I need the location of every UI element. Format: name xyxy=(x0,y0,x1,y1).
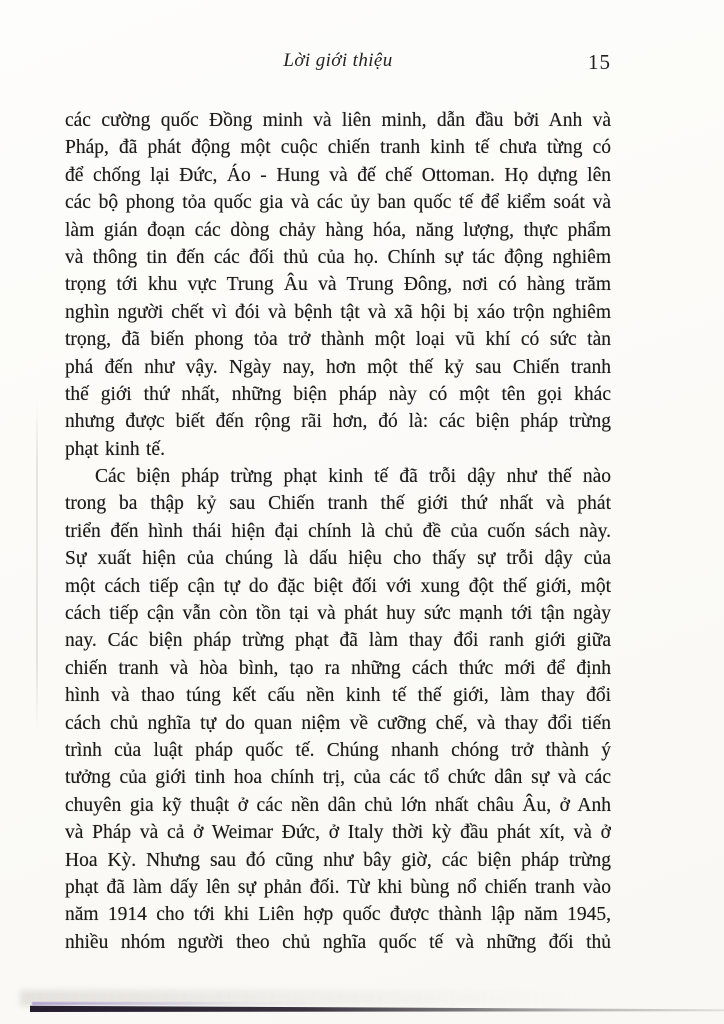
body-line: hình và thao túng kết cấu nền kinh tế thế giới, làm thay đổi xyxy=(65,685,611,707)
body-line: cách tiếp cận vẫn còn tồn tại và phát huy sức mạnh tới tận ngày xyxy=(65,603,611,625)
body-line: và Pháp và cả ở Weimar Đức, ở Italy thời kỳ đầu phát xít, và ở xyxy=(65,822,611,844)
body-line: chiến tranh và hòa bình, tạo ra những cách thức mới để định xyxy=(65,657,611,679)
body-line: nay. Các biện pháp trừng phạt đã làm thay đổi ranh giới giữa xyxy=(65,630,611,652)
page-curl-highlight xyxy=(32,1002,332,1005)
body-line: Sự xuất hiện của chúng là dấu hiệu cho thấy sự trỗi dậy của xyxy=(65,548,611,570)
body-line: trọng tới khu vực Trung Âu và Trung Đông, nơi có hàng trăm xyxy=(65,274,611,296)
body-line-paragraph-start: Các biện pháp trừng phạt kinh tế đã trỗi dậy như thế nào xyxy=(95,466,611,488)
body-line: phá đến như vậy. Ngày nay, hơn một thế kỷ sau Chiến tranh xyxy=(65,356,611,378)
body-line: triển đến hình thái hiện đại chính là chủ đề của cuốn sách này. xyxy=(65,520,611,542)
body-line: phạt đã làm dấy lên sự phản đối. Từ khi bùng nổ chiến tranh vào xyxy=(65,876,611,898)
body-line: năm 1914 cho tới khi Liên hợp quốc được thành lập năm 1945, xyxy=(65,904,611,926)
body-line: các bộ phong tỏa quốc gia và các ủy ban quốc tế để kiểm soát và xyxy=(65,192,611,214)
running-title: Lời giới thiệu xyxy=(283,50,393,71)
body-line: tưởng của giới tinh hoa chính trị, của các tổ chức dân sự và các xyxy=(65,767,611,789)
page-number: 15 xyxy=(588,50,611,74)
body-line: làm gián đoạn các dòng chảy hàng hóa, năng lượng, thực phẩm xyxy=(65,219,611,241)
body-line: trình của luật pháp quốc tế. Chúng nhanh chóng trở thành ý xyxy=(65,739,611,761)
body-line: để chống lại Đức, Áo - Hung và đế chế Ottoman. Họ dựng lên xyxy=(65,164,611,186)
body-text xyxy=(65,107,611,956)
body-line: và thông tin đến các đối thủ của họ. Chính sự tác động nghiêm xyxy=(65,246,611,268)
body-line: nghìn người chết vì đói và bệnh tật và xã hội bị xáo trộn nghiêm xyxy=(65,301,611,323)
body-line: trọng, đã biến phong tỏa trở thành một loại vũ khí có sức tàn xyxy=(65,329,611,351)
page xyxy=(65,50,611,956)
scan-crease-line xyxy=(36,400,38,730)
body-line-paragraph-end: phạt kinh tế. xyxy=(65,438,165,460)
body-line: nhiều nhóm người theo chủ nghĩa quốc tế và những đối thủ xyxy=(65,931,611,953)
body-line: Pháp, đã phát động một cuộc chiến tranh kinh tế chưa từng có xyxy=(65,137,611,159)
body-line: Hoa Kỳ. Nhưng sau đó cũng như bây giờ, các biện pháp trừng xyxy=(65,849,611,871)
page-curl-edge-shadow xyxy=(30,1005,724,1012)
body-line: một cách tiếp cận tự do đặc biệt đối với xung đột thế giới, một xyxy=(65,575,611,597)
body-line: trong ba thập kỷ sau Chiến tranh thế giới thứ nhất và phát xyxy=(65,493,611,515)
page-header xyxy=(65,50,611,78)
body-line: chuyên gia kỹ thuật ở các nền dân chủ lớn nhất châu Âu, ở Anh xyxy=(65,794,611,816)
body-line: thế giới thứ nhất, những biện pháp này có một tên gọi khác xyxy=(65,383,611,405)
body-line: các cường quốc Đồng minh và liên minh, dẫn đầu bởi Anh và xyxy=(65,110,611,131)
body-line: nhưng được biết đến rộng rãi hơn, đó là: các biện pháp trừng xyxy=(65,411,611,433)
body-line: cách chủ nghĩa tự do quan niệm về cưỡng chế, và thay đổi tiến xyxy=(65,712,611,734)
